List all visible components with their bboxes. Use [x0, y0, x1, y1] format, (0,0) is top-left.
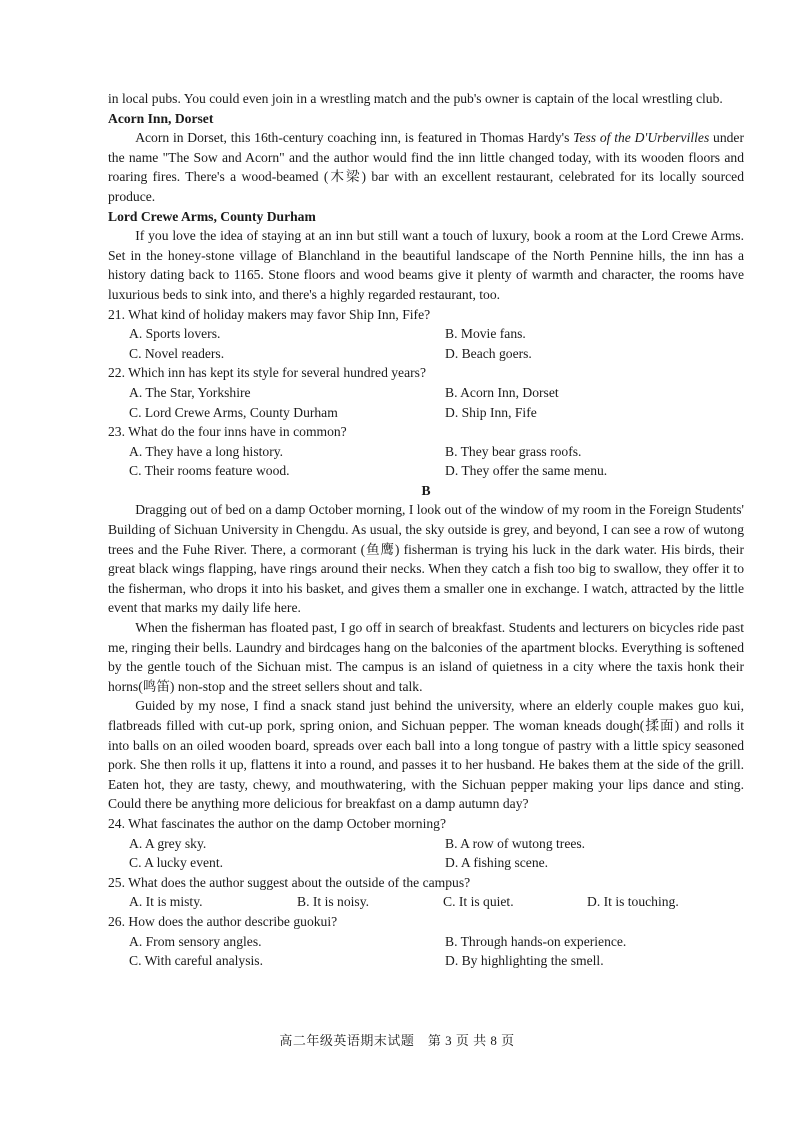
option-a: A. A grey sky.: [129, 835, 207, 851]
option-c: C. With careful analysis.: [129, 953, 263, 969]
section-b-heading: B: [421, 482, 431, 498]
acorn-text-pre: Acorn in Dorset, this 16th-century coaching inn, is featured in Thomas Hardy's: [135, 130, 574, 146]
question-21: [108, 305, 744, 364]
question-stem: 21. What kind of holiday makers may favor Ship Inn, Fife?: [108, 306, 431, 322]
option-c: C. Their rooms feature wood.: [129, 463, 290, 479]
option-b: B. They bear grass roofs.: [445, 443, 582, 459]
options: [108, 892, 744, 912]
option-d: D. By highlighting the smell.: [445, 953, 604, 969]
options: [108, 442, 744, 481]
options: [108, 932, 744, 971]
options: [108, 834, 744, 873]
option-c: C. A lucky event.: [129, 855, 224, 871]
question-stem: 26. How does the author describe guokui?: [108, 913, 338, 929]
acorn-inn-heading: Acorn Inn, Dorset: [108, 110, 214, 126]
question-stem: 25. What does the author suggest about the outside of the campus?: [108, 874, 471, 890]
question-stem: 24. What fascinates the author on the damp October morning?: [108, 815, 446, 831]
option-a: A. From sensory angles.: [129, 933, 262, 949]
question-25: [108, 873, 744, 912]
lord-crewe-heading: Lord Crewe Arms, County Durham: [108, 208, 316, 224]
question-24: [108, 814, 744, 873]
option-b: B. Through hands-on experience.: [445, 933, 627, 949]
passage-b-paragraph-1: Dragging out of bed on a damp October morning, I look out of the window of my room in the Foreign Students' Building of Sichuan University in Chengdu. As usual, the sky outside is grey, and beyond, I can see a row of wutong trees and the Fuhe River. There, a cormorant (鱼鹰) fisherman is trying his luck in the dark water. His birds, their great black wings flapping, have rings around their necks. When they catch a fish too big to swallow, they offer it to the fisherman, who drops it into his basket, and gives them a smaller one in exchange. I watch, attracted by the little event that marks my daily life here.: [108, 502, 744, 616]
option-d: D. Beach goers.: [445, 345, 532, 361]
option-a: A. Sports lovers.: [129, 326, 221, 342]
passage-b-paragraph-3: Guided by my nose, I find a snack stand just behind the university, where an elderly couple makes guo kui, flatbreads filled with cut-up pork, spring onion, and Sichuan pepper. The woman kneads dough(揉面) and rolls it into balls on an oiled wooden board, spreads over each ball into a long tongue of pastry with a little spicy seasoned pork. She then rolls it up, flattens it into a round, and passes it to her husband. He bakes them at the side of the grill. Eaten hot, they are tasty, chewy, and mouthwatering, with the Sichuan pepper making your lips dance and sting. Could there be anything more delicious for breakfast on a damp autumn day?: [108, 698, 744, 812]
lord-crewe-paragraph: If you love the idea of staying at an inn but still want a touch of luxury, book a room at the Lord Crewe Arms. Set in the honey-stone village of Blanchland in the beautiful landscape of the North Pennine hills, the inn has a history dating back to 1165. Stone floors and wood beams give it plenty of warmth and character, the rooms have luxurious beds to sink into, and there's a highly regarded restaurant, too.: [108, 228, 744, 302]
option-d: D. Ship Inn, Fife: [445, 404, 537, 420]
option-b: B. A row of wutong trees.: [445, 835, 586, 851]
option-d: D. It is touching.: [587, 894, 679, 910]
question-23: [108, 422, 744, 481]
acorn-inn-paragraph: [108, 128, 744, 206]
question-26: [108, 912, 744, 971]
book-title: Tess of the D'Urbervilles: [573, 130, 710, 146]
acorn-text-post: under the name "The Sow and Acorn" and the author would find the inn little changed today, with its wooden floors and roaring fires. There's a wood-beamed (木梁) bar with an excellent restaurant, celebrated for its locally sourced produce.: [108, 130, 744, 204]
option-a: A. The Star, Yorkshire: [129, 384, 251, 400]
option-c: C. It is quiet.: [443, 894, 514, 910]
intro-paragraph-tail: in local pubs. You could even join in a wrestling match and the pub's owner is captain of the local wrestling club.: [108, 91, 723, 106]
option-a: A. They have a long history.: [129, 443, 284, 459]
option-c: C. Lord Crewe Arms, County Durham: [129, 404, 338, 420]
passage-b-paragraph-2: When the fisherman has floated past, I go off in search of breakfast. Students and lecturers on bicycles ride past me, ringing their bells. Laundry and birdcages hang on the balconies of the apartment blocks. Everything is softened by the gentle touch of the Sichuan mist. The campus is an island of quietness in a city where the taxis honk their horns(鸣笛) non-stop and the street sellers shout and talk.: [108, 620, 744, 694]
option-d: D. A fishing scene.: [445, 855, 549, 871]
option-d: D. They offer the same menu.: [445, 463, 608, 479]
options: [108, 324, 744, 363]
option-b: B. Movie fans.: [445, 326, 526, 342]
page-footer: 高二年级英语期末试题 第 3 页 共 8 页: [279, 1033, 515, 1048]
option-b: B. It is noisy.: [297, 894, 370, 910]
question-stem: 22. Which inn has kept its style for several hundred years?: [108, 365, 426, 381]
question-22: [108, 363, 744, 422]
option-c: C. Novel readers.: [129, 345, 225, 361]
options: [108, 383, 744, 422]
option-a: A. It is misty.: [129, 894, 203, 910]
question-stem: 23. What do the four inns have in common?: [108, 424, 347, 440]
option-b: B. Acorn Inn, Dorset: [445, 384, 559, 400]
